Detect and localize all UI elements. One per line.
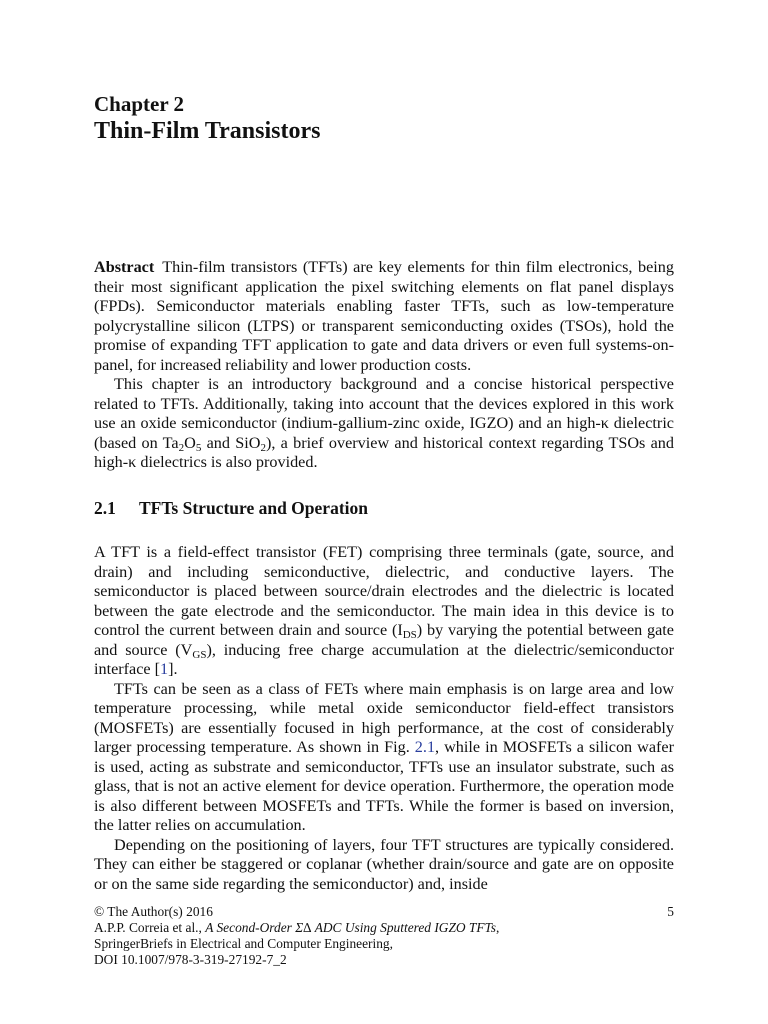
abstract-text: This chapter is an introductory background and a concise historical perspective related to TFTs. Additionally, taking into account that the devices explored in this work use an oxide semiconductor (indium-gallium-zinc oxide, IGZO) and an high-κ dielectric (based on Ta	[94, 375, 674, 452]
body-paragraph-3	[94, 836, 674, 895]
footer-doi[interactable]: DOI 10.1007/978-3-319-27192-7_2	[94, 952, 287, 967]
footer-copyright-line	[94, 904, 674, 920]
body-text-run: ) by varying the potential between gate and source (V	[94, 621, 674, 659]
abstract-text: and SiO	[201, 433, 261, 452]
body-text-run: TFTs can be seen as a class of FETs where main emphasis is on large area and low temperature processing, while metal oxide semiconductor field-effect transistors (MOSFETs) are essentially focused in high performance, at the cost of considerably larger processing temperature. As shown in Fig.	[94, 679, 674, 756]
subscript: GS	[192, 648, 207, 661]
chapter-title: Thin-Film Transistors	[94, 118, 321, 144]
footer	[94, 904, 674, 968]
subscript: DS	[402, 629, 417, 641]
abstract-paragraph-1	[94, 258, 674, 375]
body-text-run: , while in MOSFETs a silicon wafer is used, acting as substrate and semiconductor, TFTs use an insulator substrate, such as glass, that is not an active element for device operation. Furthermore, the operation mode is also different between MOSFETs and TFTs. While the former is based on inversion, the latter relies on accumulation.	[94, 738, 674, 834]
abstract-paragraph-2	[94, 375, 674, 473]
subscript: 2	[260, 441, 266, 454]
section-title: TFTs Structure and Operation	[139, 498, 368, 518]
footer-book-title: A Second-Order Σ∆ ADC Using Sputtered IGZO TFTs	[205, 920, 496, 935]
chapter-label: Chapter 2	[94, 92, 185, 116]
body-paragraph-2	[94, 680, 674, 836]
citation-link[interactable]: 1	[160, 660, 169, 678]
footer-series: SpringerBriefs in Electrical and Computer Engineering,	[94, 936, 393, 951]
section-number: 2.1	[94, 498, 116, 518]
body-text-run: ].	[168, 660, 178, 678]
abstract	[94, 258, 674, 473]
figure-link[interactable]: 2.1	[414, 738, 436, 756]
body-text-run: A TFT is a field-effect transistor (FET) comprising three terminals (gate, source, and drain) and including semiconductive, dielectric, and conductive layers. The semiconductor is placed between source/drain electrodes and the dielectric is located between the gate electrode and the semiconductor. The main idea in this device is to control the current between drain and source (I	[94, 543, 674, 639]
body-paragraph-1	[94, 543, 674, 680]
abstract-text: Thin-film transistors (TFTs) are key elements for thin film electronics, being their most significant application the pixel switching elements on flat panel displays (FPDs). Semiconductor materials enabling faster TFTs, such as low-temperature polycrystalline silicon (LTPS) or transparent semiconducting oxides (TSOs), hold the promise of expanding TFT application to gate and data drivers or even full systems-on-panel, for increased reliability and lower production costs.	[94, 258, 674, 374]
abstract-text: ), a brief overview and historical context regarding TSOs and high-κ dielectrics is also provided.	[94, 433, 674, 471]
section-heading	[94, 497, 368, 519]
body-text-run: ), inducing free charge accumulation at the dielectric/semiconductor interface [	[94, 640, 675, 678]
footer-citation-line	[94, 920, 674, 936]
subscript: 2	[178, 441, 185, 454]
page-number: 5	[667, 904, 674, 919]
body-text-run: Depending on the positioning of layers, four TFT structures are typically considered. They can either be staggered or coplanar (whether drain/source and gate are on opposite or on the same side regarding the semiconductor) and, inside	[94, 835, 674, 893]
subscript: 5	[195, 441, 202, 454]
body-text	[94, 543, 674, 894]
footer-authors: A.P.P. Correia et al.,	[94, 920, 206, 935]
copyright: © The Author(s) 2016	[94, 904, 213, 919]
abstract-text: O	[184, 433, 196, 452]
footer-book-title-suffix: ,	[495, 920, 500, 935]
abstract-label: Abstract	[94, 258, 155, 276]
